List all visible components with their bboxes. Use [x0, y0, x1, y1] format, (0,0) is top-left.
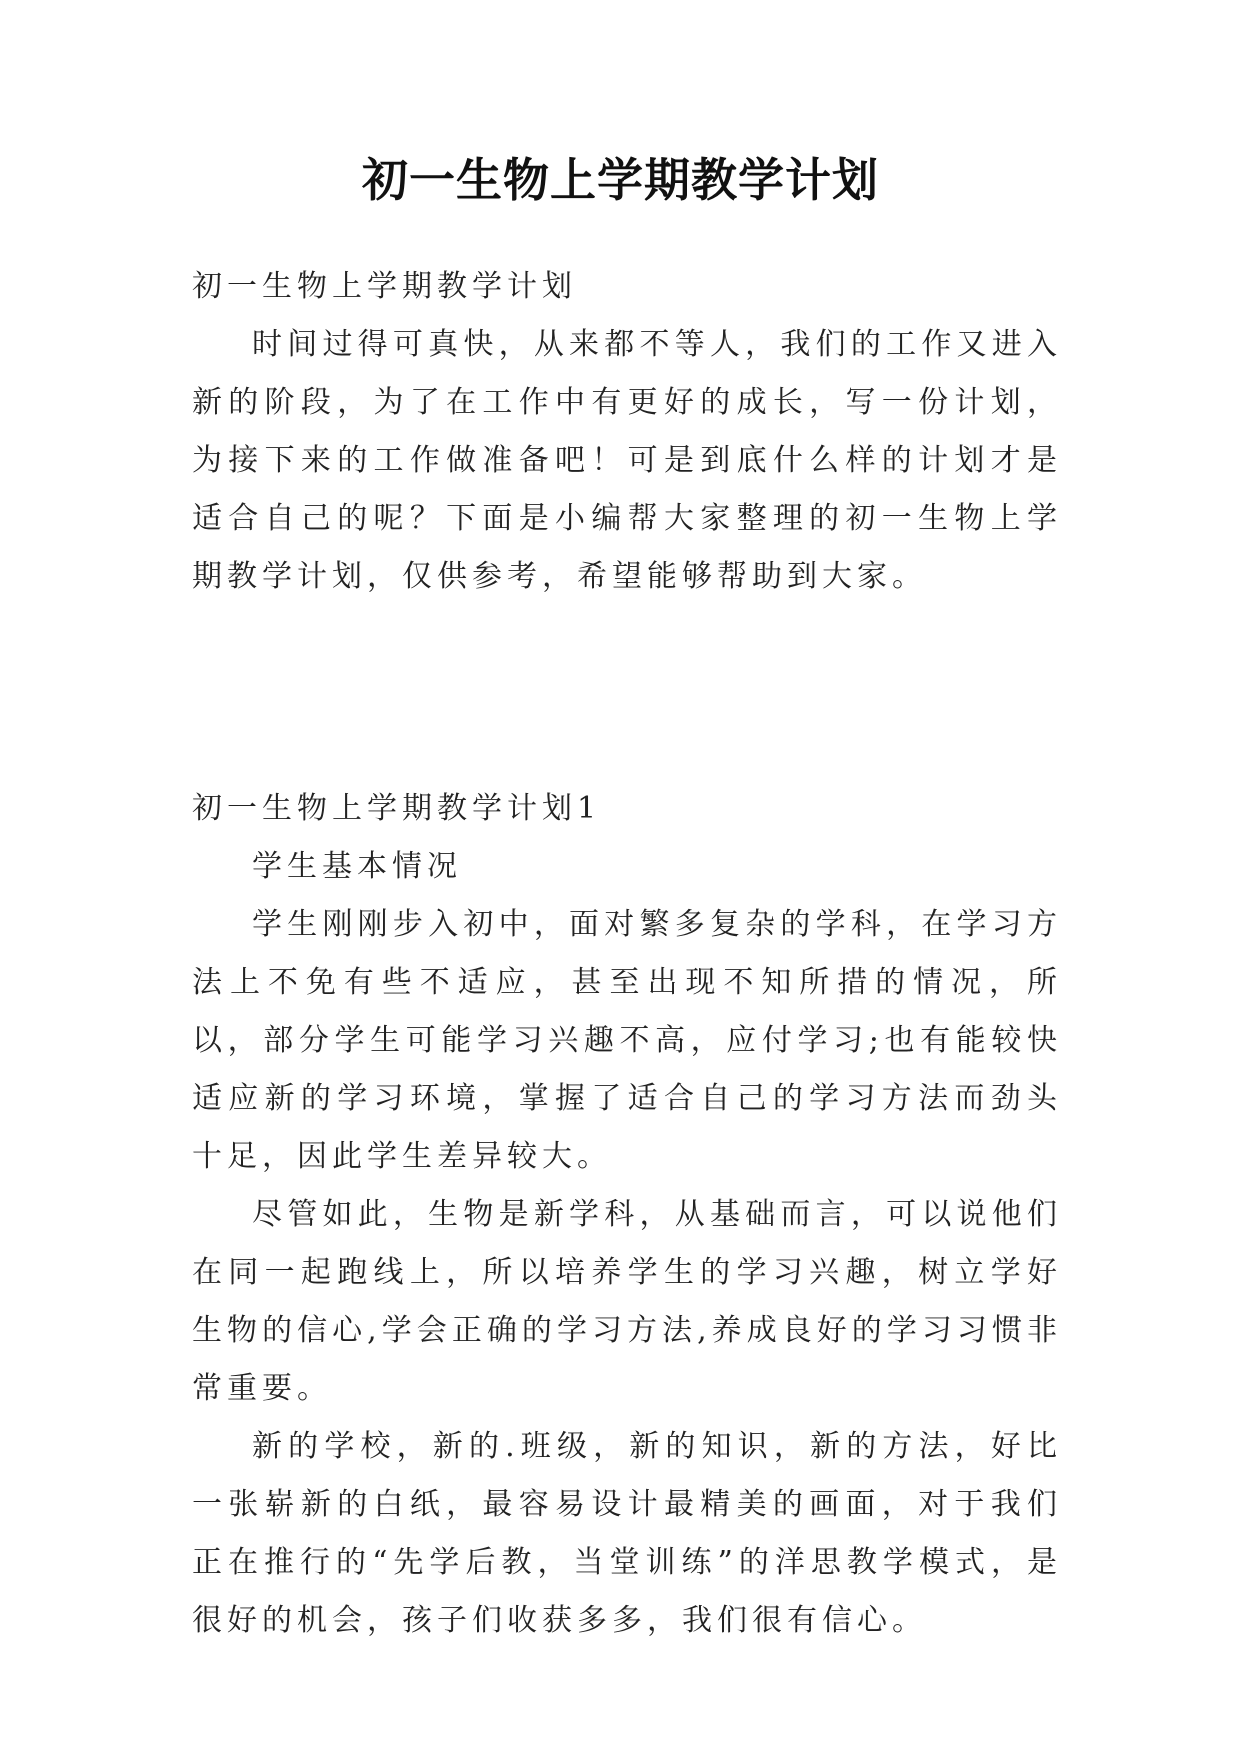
body-paragraph: 学生刚刚步入初中，面对繁多复杂的学科，在学习方法上不免有些不适应，甚至出现不知所措的情况，所以，部分学生可能学习兴趣不高，应付学习;也有能较快适应新的学习环境，掌握了适合自己的学习方法而劲头十足，因此学生差异较大。 — [192, 907, 1062, 1174]
section-heading: 初一生物上学期教学计划1 — [192, 791, 602, 826]
section-spacer — [192, 606, 1062, 780]
body-paragraph: 尽管如此，生物是新学科，从基础而言，可以说他们在同一起跑线上，所以培养学生的学习兴趣，树立学好生物的信心,学会正确的学习方法,养成良好的学习习惯非常重要。 — [192, 1197, 1062, 1406]
subsection-heading: 学生基本情况 — [252, 849, 462, 884]
intro-paragraph: 时间过得可真快，从来都不等人，我们的工作又进入新的阶段，为了在工作中有更好的成长，写一份计划，为接下来的工作做准备吧！可是到底什么样的计划才是适合自己的呢？下面是小编帮大家整理的初一生物上学期教学计划，仅供参考，希望能够帮助到大家。 — [192, 327, 1062, 594]
document-title: 初一生物上学期教学计划 — [362, 153, 879, 207]
body-paragraph: 新的学校，新的.班级，新的知识，新的方法，好比一张崭新的白纸，最容易设计最精美的画面，对于我们正在推行的“先学后教，当堂训练”的洋思教学模式，是很好的机会，孩子们收获多多，我们很有信心。 — [192, 1429, 1062, 1638]
document-body — [192, 258, 1062, 1650]
intro-heading: 初一生物上学期教学计划 — [192, 269, 577, 304]
